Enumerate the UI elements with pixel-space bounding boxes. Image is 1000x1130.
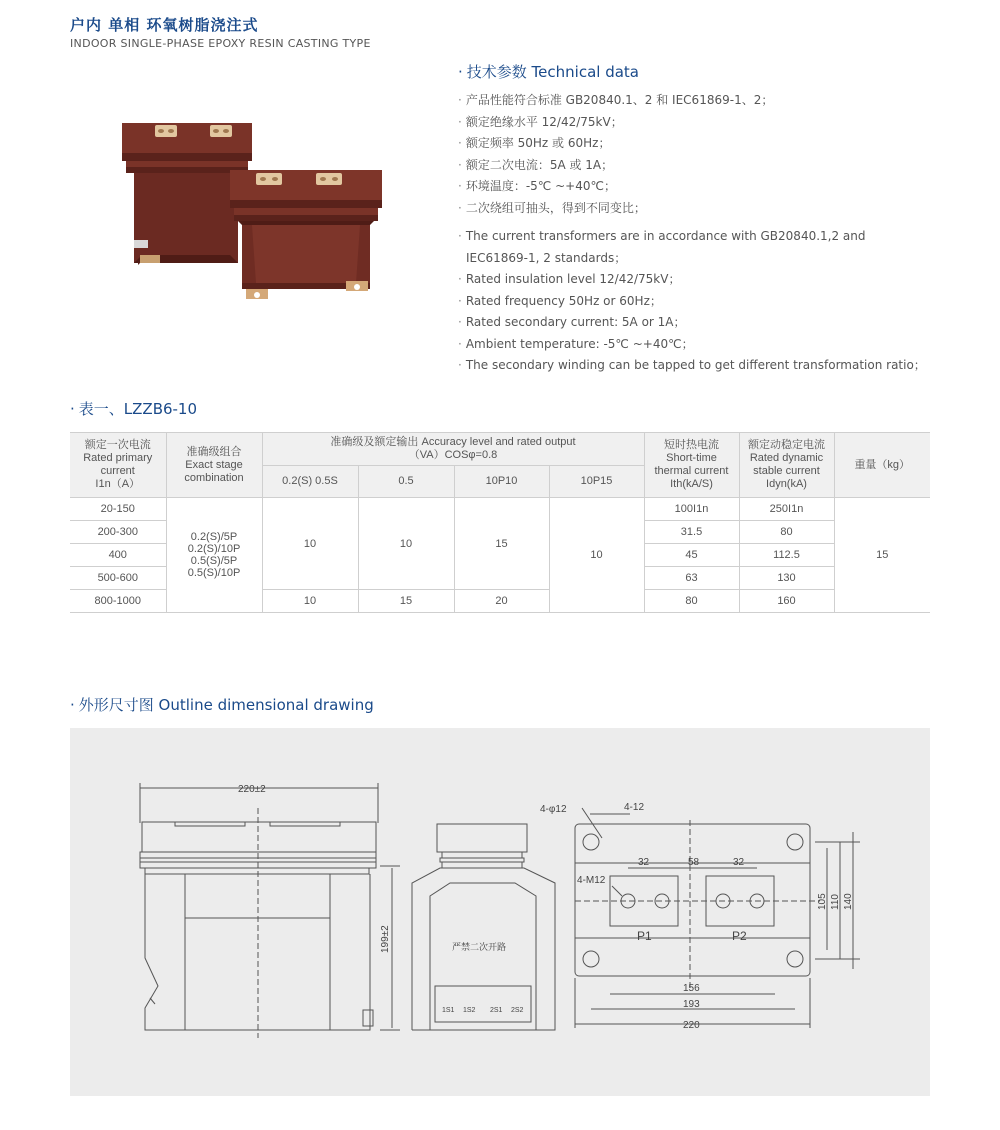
table-row: 20-150 0.2(S)/5P 0.2(S)/10P 0.5(S)/5P 0.5(S)/10P 10 10 15 10 100I1n 250I1n 15: [70, 498, 930, 521]
spec-table: [70, 432, 930, 613]
dim-110: 110: [830, 894, 841, 910]
product-photo: [110, 105, 400, 310]
dim-32a: 32: [638, 857, 650, 868]
terminal-2s1: 2S1: [490, 1007, 503, 1014]
dim-193: 193: [683, 999, 700, 1010]
terminal-1s2: 1S2: [463, 1007, 476, 1014]
table-row: 200-300 31.5 80: [70, 521, 930, 544]
list-item: · The secondary winding can be tapped to get different transformation ratio；: [458, 358, 926, 372]
outline-drawing: [70, 728, 930, 1096]
label-p2: P2: [732, 929, 747, 943]
table-heading: · 表一、LZZB6-10: [70, 400, 198, 418]
page-title: 户内 单相 环氧树脂浇注式: [70, 16, 259, 34]
header-c2: 0.5: [358, 466, 454, 498]
list-item: · 环境温度：-5℃ ~+40℃；: [458, 179, 616, 193]
list-item: · 产品性能符合标准 GB20840.1、2 和 IEC61869-1、2；: [458, 93, 774, 107]
dim-front-width: 220±2: [238, 784, 266, 795]
top-view: [575, 808, 860, 1028]
dim-32b: 32: [733, 857, 745, 868]
terminal-2s2: 2S2: [511, 1007, 524, 1014]
list-item: · Rated insulation level 12/42/75kV；: [458, 272, 681, 286]
list-item: · 额定频率 50Hz 或 60Hz；: [458, 136, 611, 150]
list-item: · Rated secondary current: 5A or 1A；: [458, 315, 686, 329]
terminal-1s1: 1S1: [442, 1007, 455, 1014]
header-c1: 0.2(S) 0.5S: [262, 466, 358, 498]
dim-m12: 4-M12: [577, 875, 606, 886]
dim-58: 58: [688, 857, 700, 868]
label-p1: P1: [637, 929, 652, 943]
technical-heading: · 技术参数 Technical data: [458, 63, 639, 81]
header-dynamic: 额定动稳定电流 Rated dynamic stable current Idyn(kA): [739, 433, 834, 498]
header-c4: 10P15: [549, 466, 644, 498]
list-item: · 额定绝缘水平 12/42/75kV；: [458, 114, 623, 129]
list-item: · 额定二次电流：5A 或 1A；: [458, 157, 614, 172]
dim-holes: 4-φ12: [540, 804, 567, 815]
dim-140: 140: [843, 893, 854, 910]
dim-105: 105: [817, 893, 828, 910]
side-view: [412, 824, 555, 1030]
table-row: 800-1000 10 15 20 80 160: [70, 590, 930, 613]
transformer-front: [230, 170, 382, 299]
header-c3: 10P10: [454, 466, 549, 498]
dim-156: 156: [683, 983, 700, 994]
page-subtitle: INDOOR SINGLE-PHASE EPOXY RESIN CASTING TYPE: [70, 37, 371, 50]
dim-height: 199±2: [380, 925, 391, 953]
stage-cell: 0.2(S)/5P 0.2(S)/10P 0.5(S)/5P 0.5(S)/10P: [166, 498, 262, 613]
dim-holes2: 4-12: [624, 802, 645, 813]
table-row: 400 45 112.5: [70, 544, 930, 567]
list-item: · Ambient temperature: -5℃ ~+40℃；: [458, 336, 694, 351]
table-row: 500-600 63 130: [70, 567, 930, 590]
list-item: · 二次绕组可抽头，得到不同变比；: [458, 200, 646, 215]
header-primary: 额定一次电流 Rated primary current I1n（A）: [70, 433, 166, 498]
header-thermal: 短时热电流 Short-time thermal current Ith(kA/S): [644, 433, 739, 498]
list-item: · The current transformers are in accordance with GB20840.1,2 and IEC61869-1, 2 standards；: [458, 229, 866, 265]
dim-220: 220: [683, 1020, 700, 1031]
drawing-heading: · 外形尺寸图 Outline dimensional drawing: [70, 696, 374, 714]
front-view: [140, 783, 400, 1038]
technical-en-list: [458, 226, 928, 377]
header-weight: 重量（kg）: [834, 433, 930, 498]
header-stage: 准确级组合 Exact stage combination: [166, 433, 262, 498]
list-item: · Rated frequency 50Hz or 60Hz；: [458, 293, 662, 308]
header-accuracy: 准确级及额定输出 Accuracy level and rated output （VA）COSφ=0.8: [262, 433, 644, 466]
warning-label: 严禁二次开路: [452, 942, 507, 952]
technical-cn-list: [458, 90, 958, 219]
